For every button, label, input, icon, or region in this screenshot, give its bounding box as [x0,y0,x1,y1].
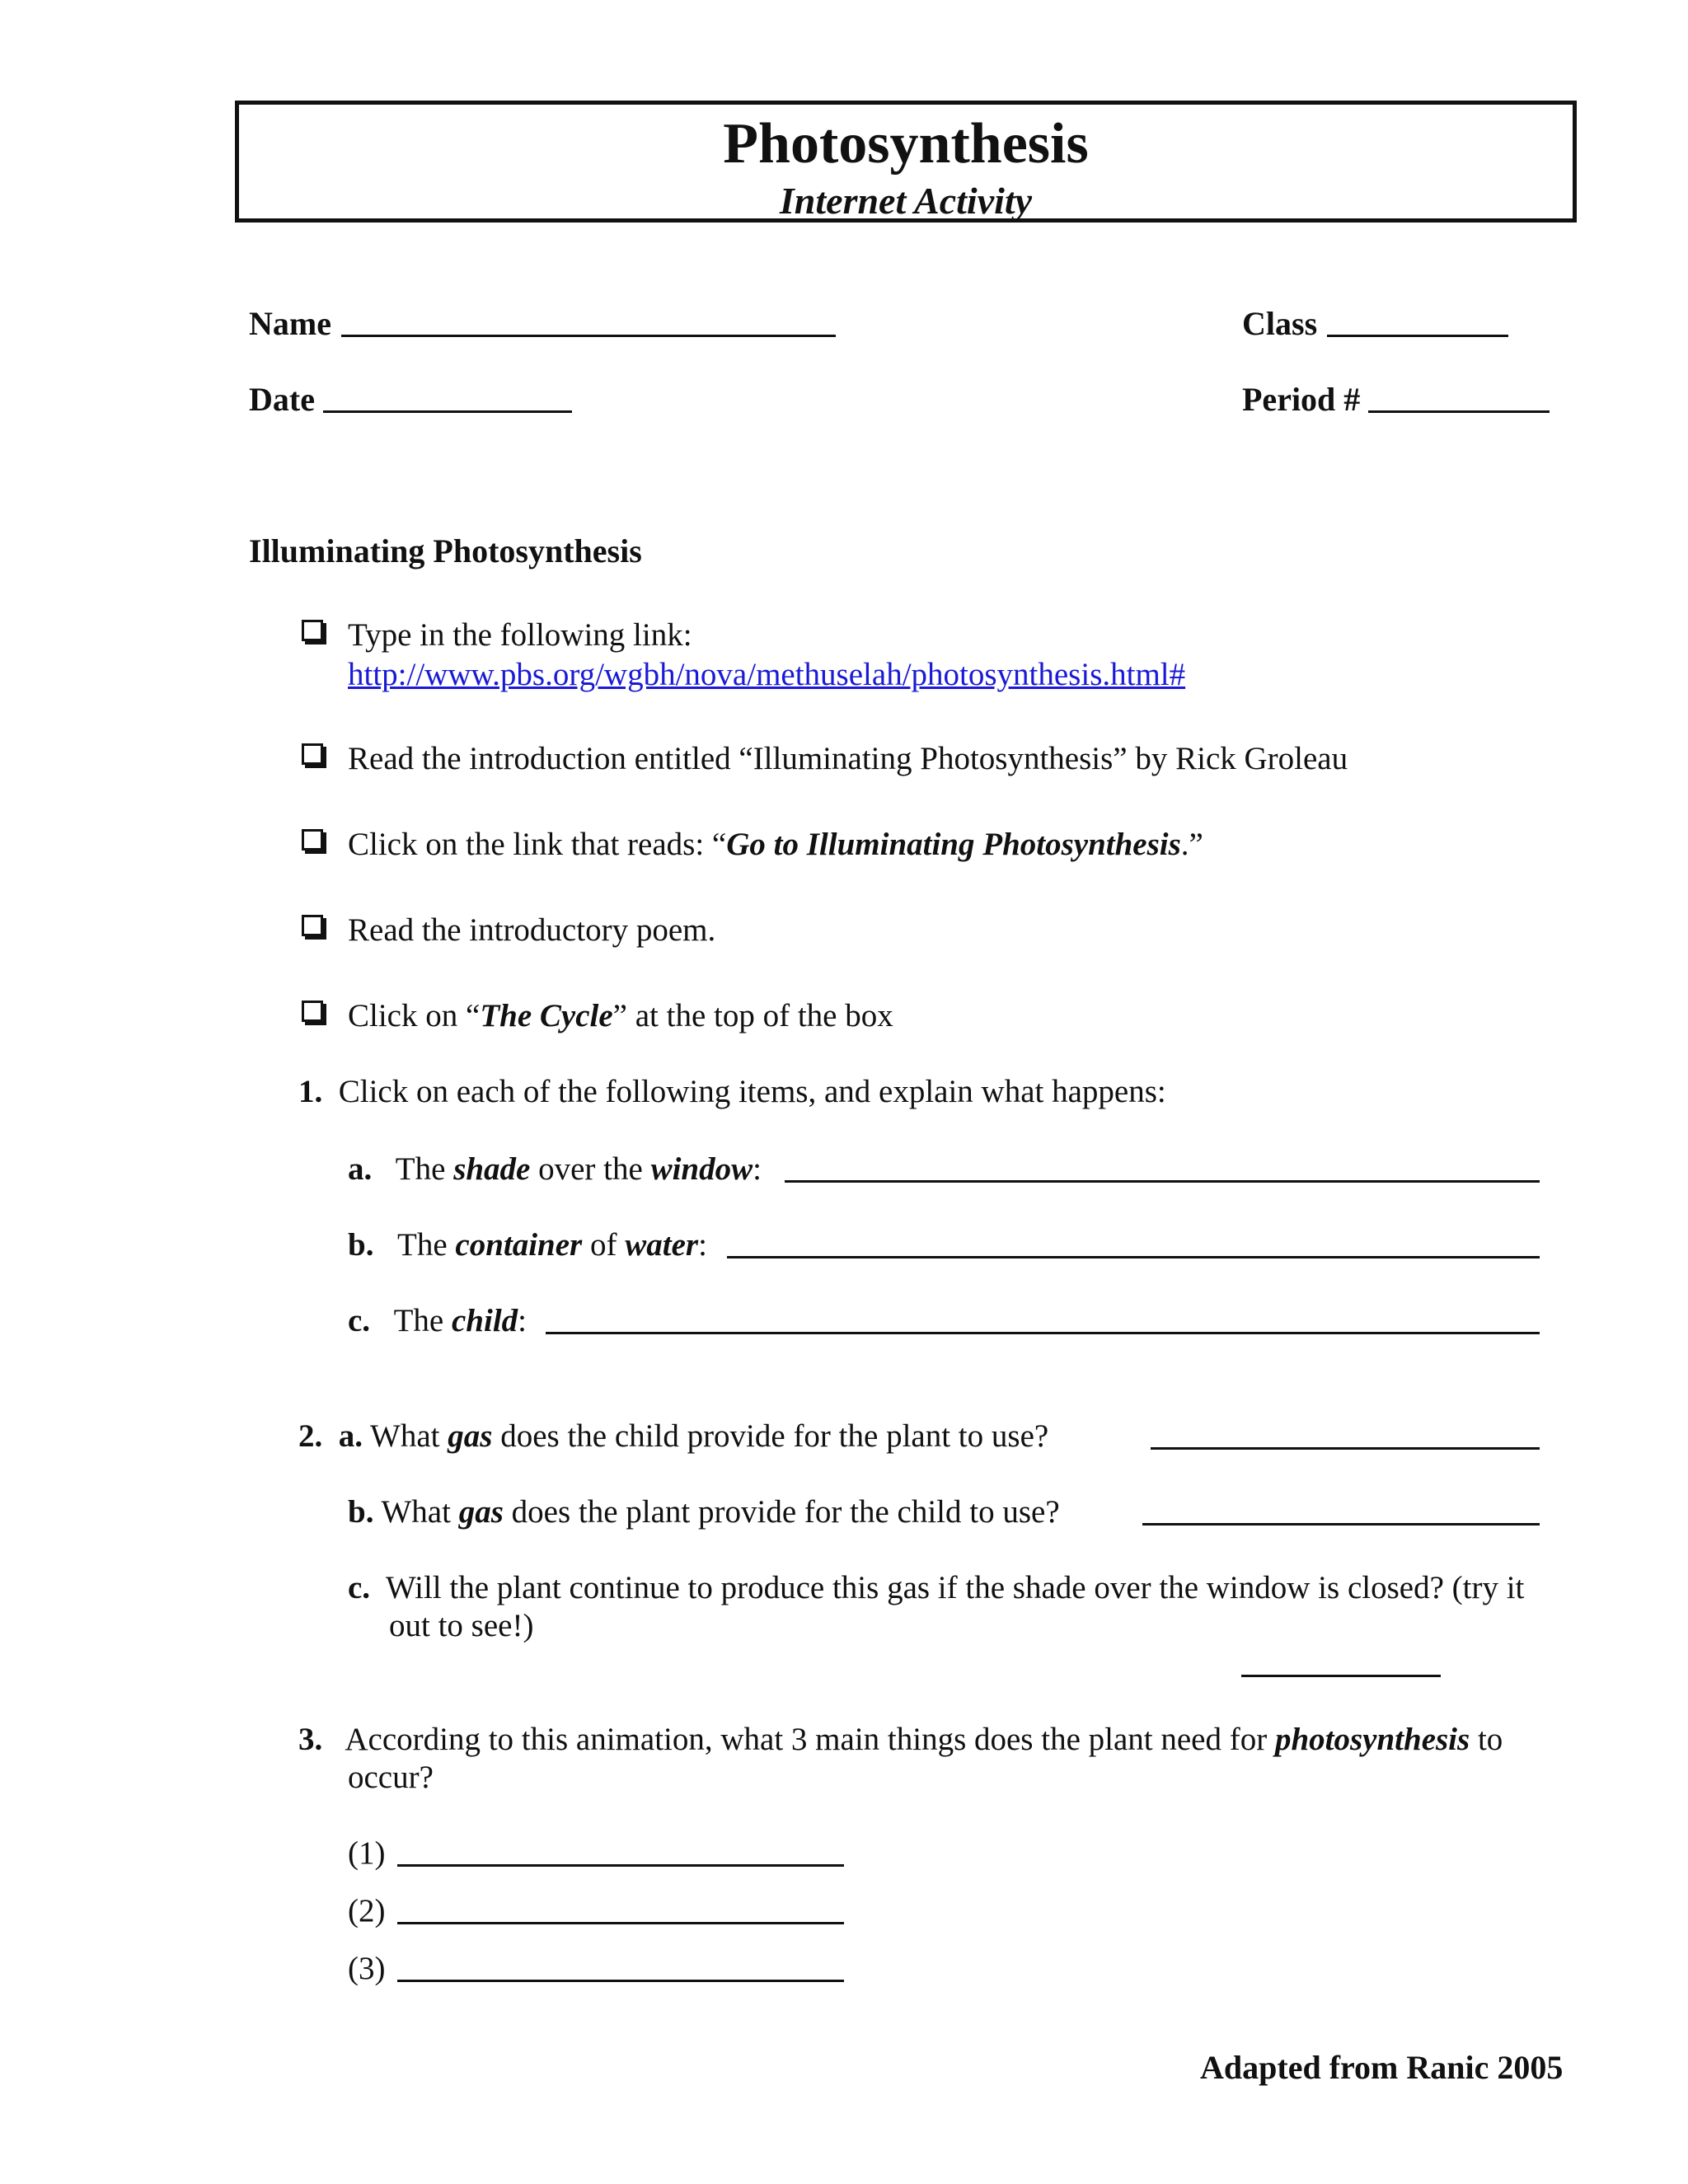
period-field[interactable] [1368,410,1550,413]
page-title: Photosynthesis [723,112,1089,176]
question-3: 3. According to this animation, what 3 main things does the plant need for photosynthesis to [298,1722,1503,1757]
question-3-cont: occur? [348,1760,434,1795]
answer-2c-line[interactable] [1241,1675,1441,1677]
question-1a: a. The shade over the window: [348,1151,762,1187]
answer-3-1-line[interactable] [397,1864,844,1867]
footer-credit: Adapted from Ranic 2005 [1200,2049,1564,2086]
photosynthesis-link[interactable]: http://www.pbs.org/wgbh/nova/methuselah/photosynthesis.html# [348,657,1186,692]
question-1c: c. The child: [348,1303,528,1338]
question-1b: b. The container of water: [348,1227,707,1263]
section-title: Illuminating Photosynthesis [249,532,642,569]
name-label: Name [249,305,331,342]
checkbox-4[interactable] [302,915,323,936]
answer-2a-line[interactable] [1151,1447,1540,1450]
checkbox-3[interactable] [302,829,323,851]
period-label: Period # [1242,381,1361,418]
question-1: 1. Click on each of the following items, and explain what happens: [298,1074,1166,1109]
checklist-item-3: Click on the link that reads: “Go to Illuminating Photosynthesis.” [348,827,1203,862]
date-field[interactable] [323,410,572,413]
answer-3-3-label: (3) [348,1951,386,1986]
class-label: Class [1242,305,1318,342]
answer-1a-line[interactable] [785,1180,1540,1183]
checklist-item-4: Read the introductory poem. [348,912,716,948]
title-box [235,101,1577,223]
checkbox-1[interactable] [302,620,323,641]
question-2b: b. What gas does the plant provide for the child to use? [348,1494,1060,1530]
name-field[interactable] [341,335,836,337]
answer-2b-line[interactable] [1142,1523,1540,1526]
answer-3-2-label: (2) [348,1893,386,1929]
checkbox-5[interactable] [302,1001,323,1022]
checklist-item-5: Click on “The Cycle” at the top of the box [348,998,893,1033]
answer-1c-line[interactable] [546,1332,1540,1334]
question-2a: 2. a. What gas does the child provide for the plant to use? [298,1418,1049,1454]
answer-3-1-label: (1) [348,1835,386,1871]
answer-3-2-line[interactable] [397,1922,844,1924]
answer-3-3-line[interactable] [397,1980,844,1982]
date-label: Date [249,381,315,418]
question-2c-cont: out to see!) [389,1608,534,1643]
answer-1b-line[interactable] [727,1256,1540,1258]
class-field[interactable] [1327,335,1508,337]
checklist-item-2: Read the introduction entitled “Illuminating Photosynthesis” by Rick Groleau [348,741,1348,776]
page-subtitle: Internet Activity [779,180,1033,222]
question-2c: c. Will the plant continue to produce this gas if the shade over the window is closed? (try it [348,1570,1525,1605]
checkbox-2[interactable] [302,743,323,765]
checklist-item-1: Type in the following link: [348,617,692,653]
